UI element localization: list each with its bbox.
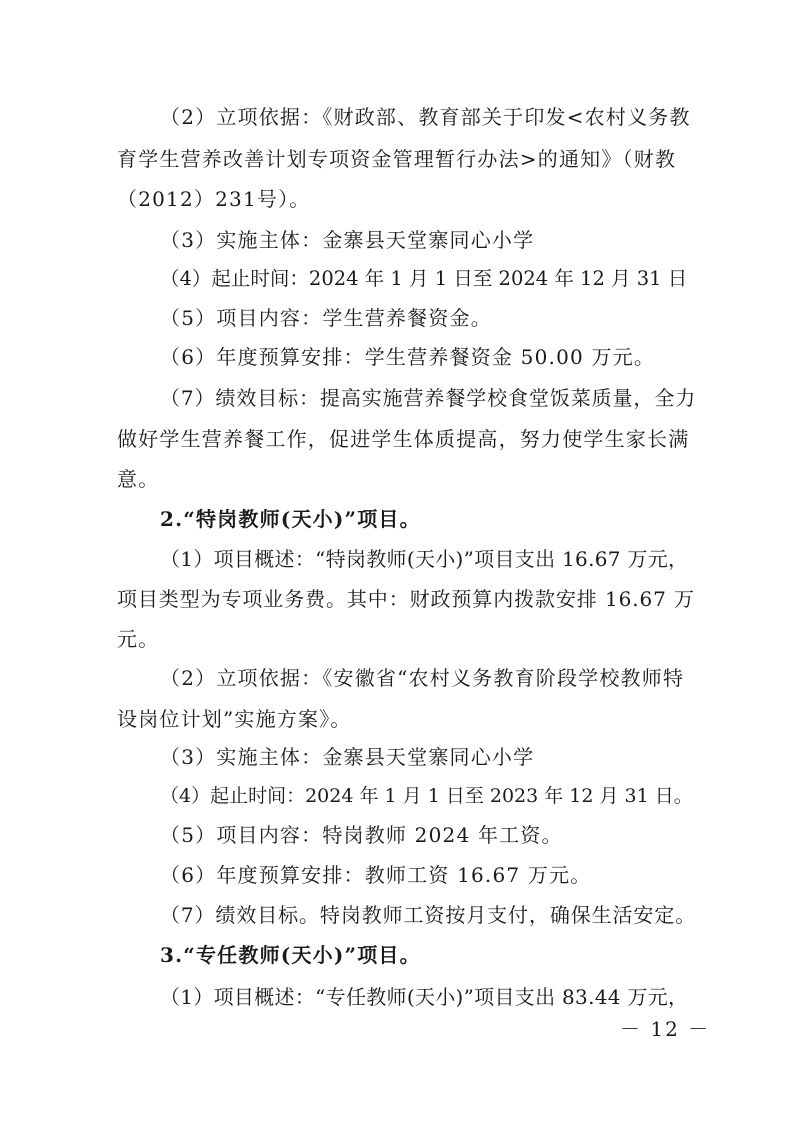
page-number: － 12 －: [620, 1017, 711, 1041]
paragraph-line: （6）年度预算安排：学生营养餐资金 50.00 万元。: [160, 345, 656, 369]
paragraph-line: （4）起止时间：2024 年 1 月 1 日至 2023 年 12 月 31 日。: [160, 785, 693, 807]
paragraph-line: （6）年度预算安排：教师工资 16.67 万元。: [160, 863, 592, 887]
paragraph-line: （3）实施主体：金寨县天堂寨同心小学: [160, 745, 535, 769]
paragraph-line: 设岗位计划”实施方案》。: [117, 707, 352, 731]
paragraph-line: （1）项目概述：“专任教师(天小)”项目支出 83.44 万元，: [160, 985, 689, 1009]
section-heading: 3.“专任教师(天小)”项目。: [160, 943, 421, 967]
paragraph-line: 项目类型为专项业务费。其中：财政预算内拨款安排 16.67 万: [117, 587, 695, 611]
paragraph-line: 做好学生营养餐工作，促进学生体质提高，努力使学生家长满: [117, 427, 690, 451]
paragraph-line: （1）项目概述：“特岗教师(天小)”项目支出 16.67 万元，: [160, 547, 689, 571]
paragraph-line: （2012）231号）。: [117, 187, 311, 211]
section-heading: 2.“特岗教师(天小)”项目。: [160, 507, 421, 531]
paragraph-line: 育学生营养改善计划专项资金管理暂行办法>的通知》（财教: [117, 147, 677, 171]
paragraph-line: （2）立项依据：《财政部、教育部关于印发<农村义务教: [160, 105, 691, 129]
paragraph-line: （3）实施主体：金寨县天堂寨同心小学: [160, 228, 535, 252]
paragraph-line: 意。: [117, 467, 160, 491]
paragraph-line: （7）绩效目标。特岗教师工资按月支付，确保生活安定。: [160, 903, 697, 927]
paragraph-line: （4）起止时间：2024 年 1 月 1 日至 2024 年 12 月 31 日: [160, 267, 688, 290]
paragraph-line: （5）项目内容：特岗教师 2024 年工资。: [160, 823, 563, 847]
paragraph-line: （7）绩效目标：提高实施营养餐学校食堂饭菜质量，全力: [160, 386, 697, 410]
paragraph-line: （2）立项依据：《安徽省“农村义务教育阶段学校教师特: [160, 666, 685, 690]
paragraph-line: 元。: [117, 627, 160, 651]
paragraph-line: （5）项目内容：学生营养餐资金。: [160, 306, 492, 330]
